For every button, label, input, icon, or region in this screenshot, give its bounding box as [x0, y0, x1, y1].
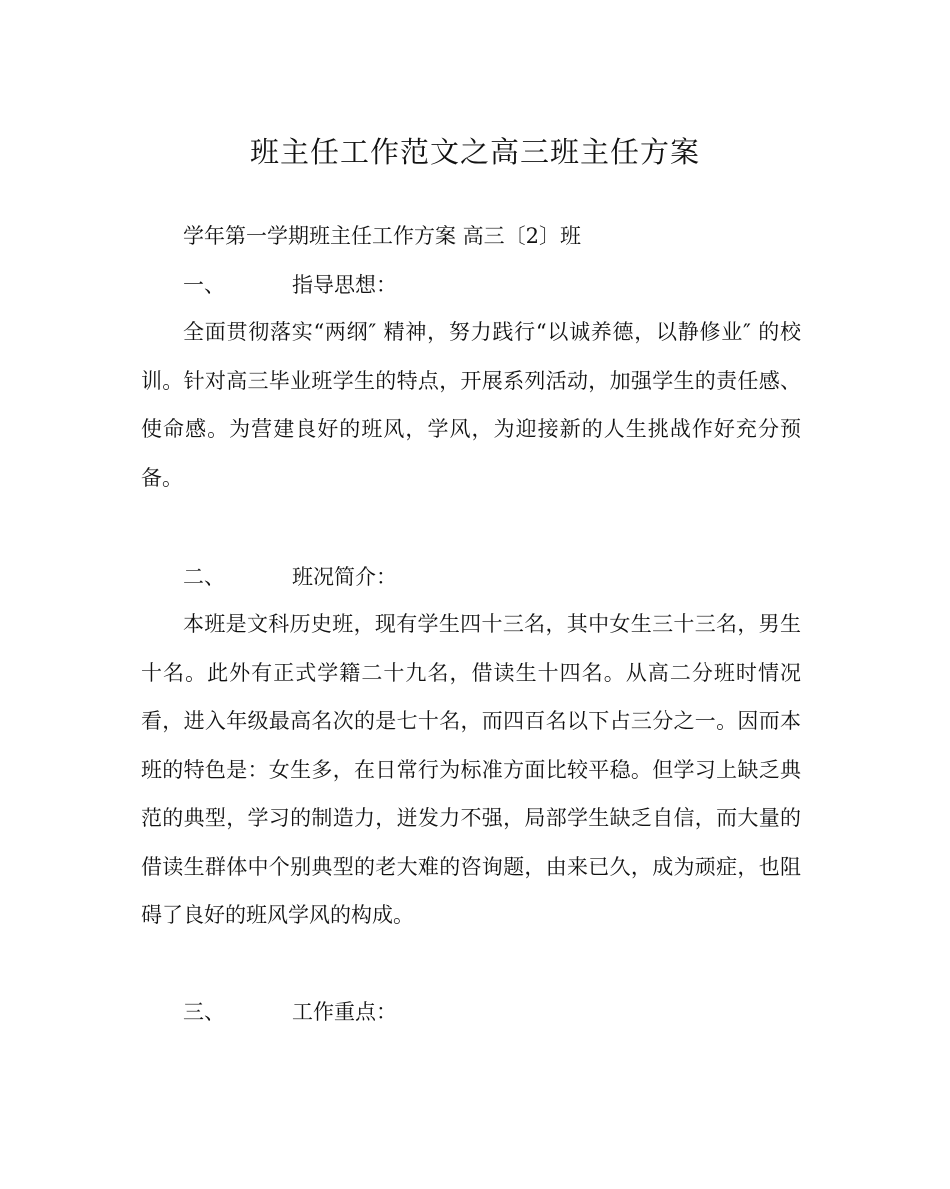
section-heading-text: 工作重点： — [292, 1000, 397, 1024]
section-number: 一、 — [183, 273, 225, 297]
document-title: 班主任工作范文之高三班主任方案 — [249, 135, 700, 169]
section-number: 三、 — [183, 1000, 225, 1024]
document-subtitle: 学年第一学期班主任工作方案 高三〔2〕班 — [183, 224, 582, 248]
section-paragraph-2: 本班是文科历史班，现有学生四十三名，其中女生三十三名，男生十名。此外有正式学籍二十九名，借读生十四名。从高二分班时情况看，进入年级最高名次的是七十名，而四百名以下占三分之一。因而本班的特色是：女生多，在日常行为标准方面比较平稳。但学习上缺乏典范的典型，学习的制造力，迸发力不强，局部学生缺乏自信，而大量的借读生群体中个别典型的老大难的咨询题，由来已久，成为顽症，也阻碍了良好的班风学风的构成。 — [141, 612, 801, 927]
section-heading-text: 指导思想： — [292, 273, 397, 297]
section-paragraph-1: 全面贯彻落实“两纲″ 精神，努力践行“以诚养德，以静修业″ 的校训。针对高三毕业班学生的特点，开展系列活动，加强学生的责任感、使命感。为营建良好的班风，学风，为迎接新的人生挑战作好充分预备。 — [141, 320, 801, 490]
section-heading-text: 班况简介： — [292, 565, 397, 589]
section-number: 二、 — [183, 565, 225, 589]
